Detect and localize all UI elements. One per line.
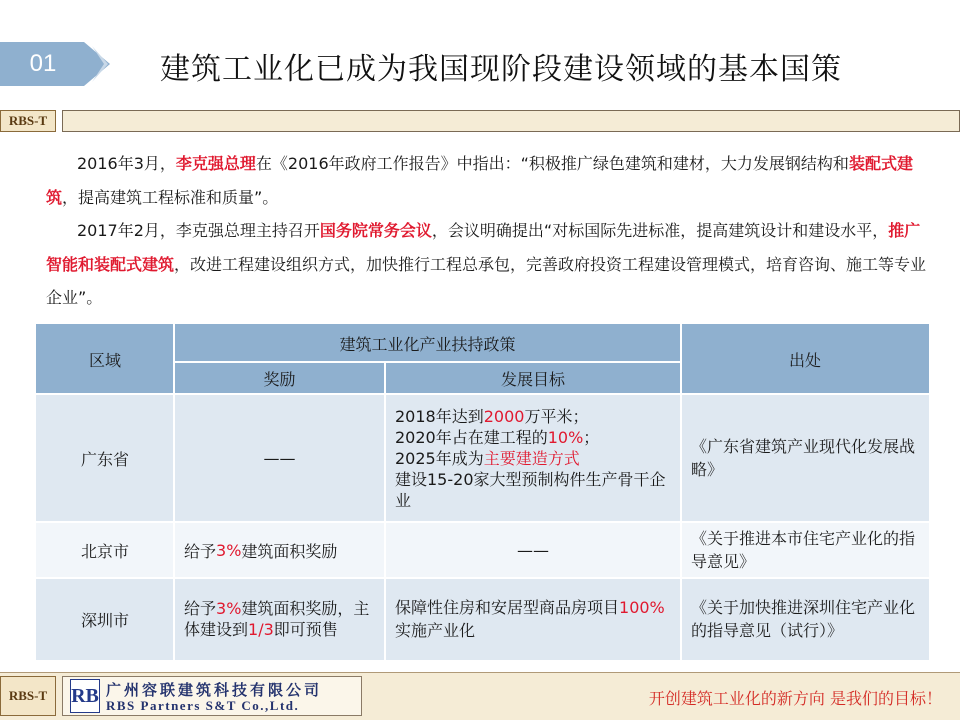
text-span: 2020年占在建工程的 <box>395 427 548 447</box>
grid-line <box>36 577 929 579</box>
highlight-value: 10% <box>547 427 584 447</box>
grid-line <box>173 324 175 660</box>
row-beijing-goal: —— <box>385 522 681 578</box>
row-guangdong-goal <box>385 394 681 522</box>
header-source: 出处 <box>681 324 929 394</box>
highlight-smart-prefab: 推广智能和装配式建筑 <box>46 221 921 274</box>
policy-table <box>36 324 929 660</box>
company-mark-icon: RB <box>70 679 100 713</box>
highlight-state-council: 国务院常务会议 <box>319 221 432 240</box>
text-span: 2017年2月，李克强总理主持召开 <box>77 221 320 240</box>
goal-line <box>395 406 588 427</box>
rbs-logo: RBS-T <box>0 110 56 132</box>
company-name-cn: 广州容联建筑科技有限公司 <box>106 681 323 699</box>
footer-slogan: 开创建筑工业化的新方向 是我们的目标！ <box>648 689 942 708</box>
grid-line <box>680 324 682 660</box>
row-guangdong-source: 《广东省建筑产业现代化发展战略》 <box>681 394 929 522</box>
text-span: 2025年成为 <box>395 448 484 468</box>
highlight-value: 2000 <box>483 406 525 426</box>
company-name-en: RBS Partners S&T Co.,Ltd. <box>106 698 300 713</box>
highlight-value: 主要建造方式 <box>483 448 580 468</box>
section-badge <box>0 42 110 86</box>
text-span: 即可预售 <box>273 620 338 639</box>
grid-line <box>36 521 929 523</box>
text-span: 给予 <box>184 541 217 561</box>
text-span: 建筑面积奖励 <box>241 541 338 561</box>
text-span: 实施产业化 <box>395 621 476 640</box>
goal-line <box>395 448 580 469</box>
row-beijing-region: 北京市 <box>36 522 174 578</box>
footer-rbs-logo: RBS-T <box>0 676 56 716</box>
header-strip <box>62 110 960 132</box>
text-span: 给予 <box>184 599 217 618</box>
text-span: 在《2016年政府工作报告》中指出：“积极推广绿色建筑和建材，大力发展钢结构和 <box>255 154 849 173</box>
highlight-prefab: 装配式建筑 <box>46 154 913 207</box>
highlight-value: 3% <box>216 599 242 618</box>
text-span: 2016年3月， <box>77 154 176 173</box>
header-reward: 奖励 <box>174 362 385 394</box>
text-span: 2018年达到 <box>395 406 484 426</box>
grid-line <box>384 362 386 660</box>
highlight-value: 100% <box>619 598 665 617</box>
text-span: 保障性住房和安居型商品房项目 <box>395 598 620 617</box>
highlight-value: 1/3 <box>248 620 274 639</box>
row-shenzhen-region: 深圳市 <box>36 578 174 660</box>
row-guangdong-reward: —— <box>174 394 385 522</box>
text-span: ，会议明确提出“对标国际先进标准，提高建筑设计和建设水平， <box>431 221 889 240</box>
goal-line <box>395 427 599 448</box>
header-goal: 发展目标 <box>385 362 681 394</box>
header-region: 区域 <box>36 324 174 394</box>
paragraph-2016 <box>46 147 930 214</box>
row-beijing-reward <box>174 522 385 578</box>
grid-line <box>36 393 929 395</box>
text-span: 建筑面积奖励，主体建设到 <box>184 599 370 639</box>
text-span: ，改进工程建设组织方式，加快推行工程总承包，完善政府投资工程建设管理模式，培育咨询、施工等专业企业”。 <box>46 254 927 307</box>
text-span: 建设15-20家大型预制构件生产骨干企业 <box>395 469 666 510</box>
row-guangdong-region: 广东省 <box>36 394 174 522</box>
row-shenzhen-goal <box>385 578 681 660</box>
goal-line <box>395 469 673 511</box>
text-span: ，提高建筑工程标准和质量”。 <box>62 187 279 207</box>
highlight-premier: 李克强总理 <box>175 154 256 173</box>
header-policy: 建筑工业化产业扶持政策 <box>174 324 681 362</box>
text-span: ； <box>583 427 600 447</box>
row-shenzhen-source: 《关于加快推进深圳住宅产业化的指导意见（试行）》 <box>681 578 929 660</box>
section-number: 01 <box>29 50 57 77</box>
highlight-value: 3% <box>216 540 242 560</box>
row-beijing-source: 《关于推进本市住宅产业化的指导意见》 <box>681 522 929 578</box>
row-shenzhen-reward <box>174 578 385 660</box>
page-title: 建筑工业化已成为我国现阶段建设领域的基本国策 <box>160 52 842 87</box>
grid-line <box>174 361 681 363</box>
paragraph-2017 <box>46 214 930 315</box>
text-span: 万平米； <box>524 406 589 426</box>
